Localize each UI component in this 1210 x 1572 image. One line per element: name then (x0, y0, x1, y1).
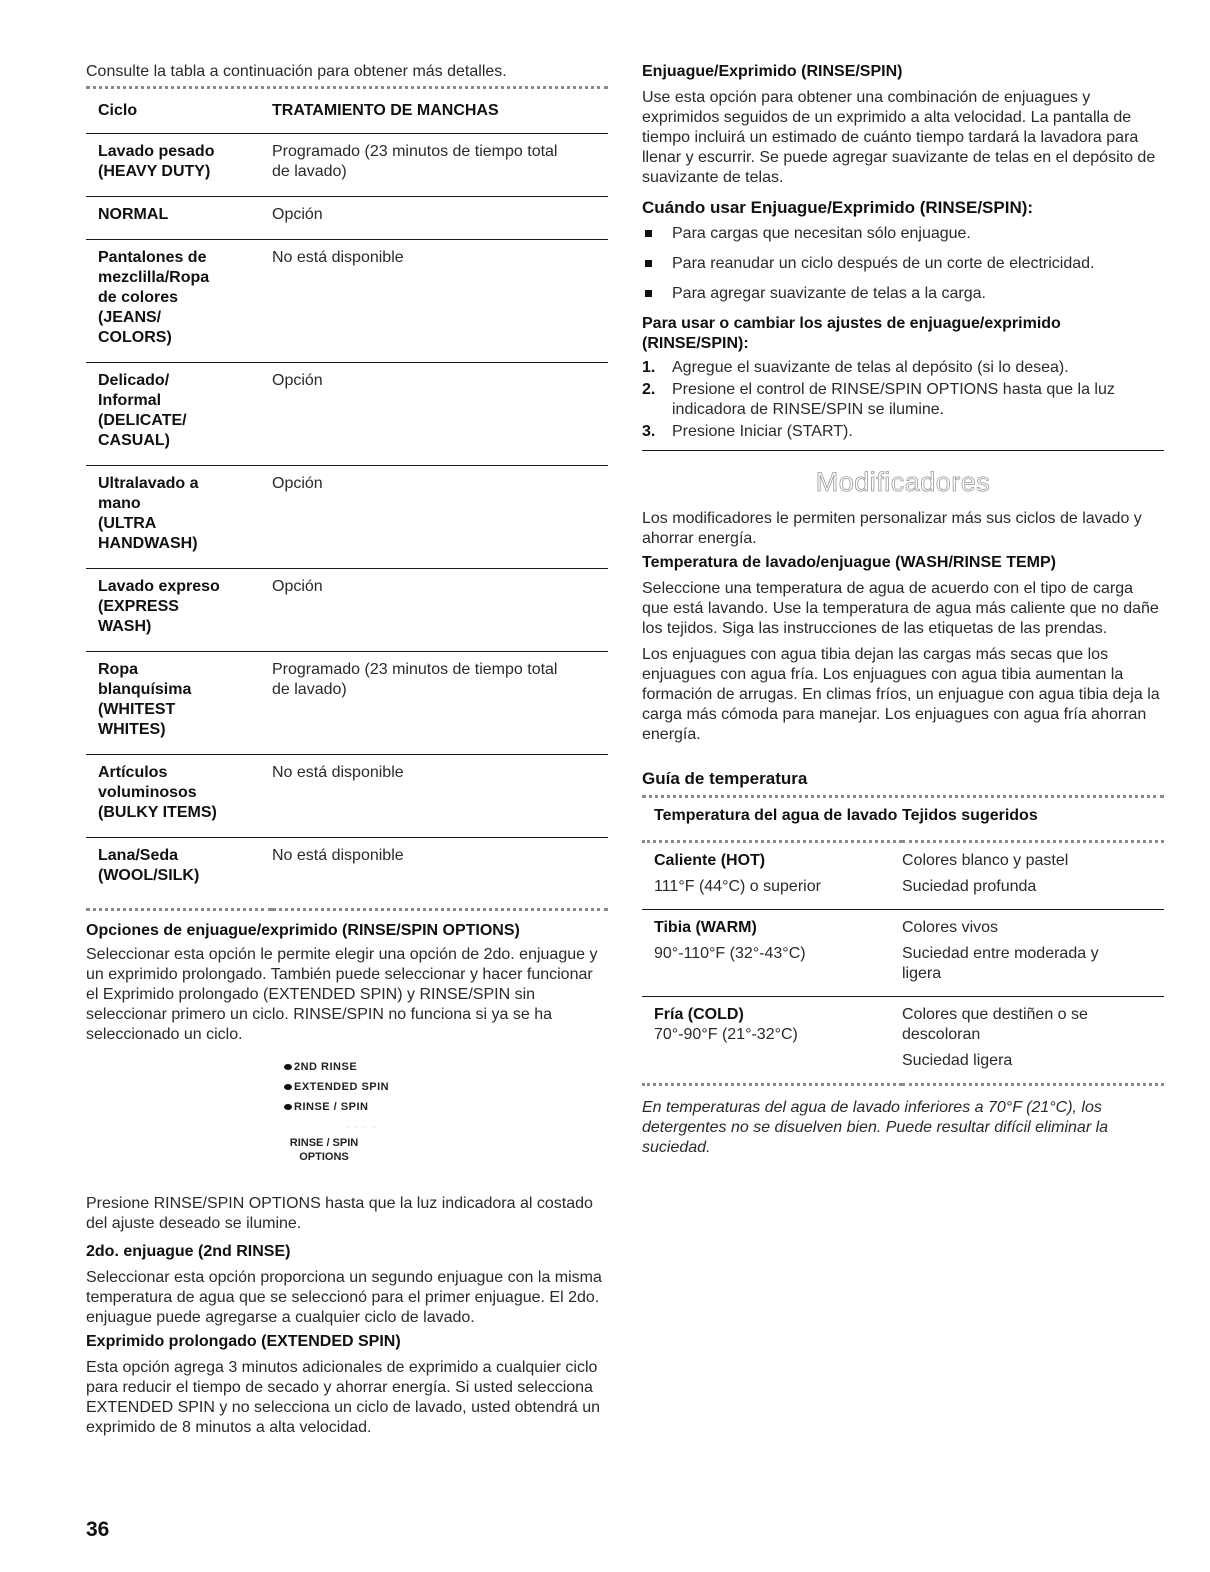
temp-range: 111°F (44°C) o superior (654, 878, 821, 895)
extspin-text: Esta opción agrega 3 minutos adicionales de exprimido a cualquier ciclo para reducir el tiempo de secado y ahorrar energía. Si usted selecciona EXTENDED SPIN y no selecciona un ciclo de lavado, usted obtendrá un exprimido de 8 minutos a alta velocidad. (86, 1359, 601, 1436)
rinsespin-heading: Enjuague/Exprimido (RINSE/SPIN) (642, 63, 903, 80)
rinsespin-text: Use esta opción para obtener una combinación de enjuagues y exprimidos seguidos de un exprimido a alta velocidad. La pantalla de tiempo incluirá un estimado de cuánto tiempo tardará la lavadora para llenar y escurrir. Se puede agregar suavizante de telas en el depósito de suavizante de telas. (642, 89, 1156, 186)
section-divider (642, 450, 1164, 451)
table-row (86, 466, 608, 569)
bullet-square-icon (645, 260, 652, 267)
intro-divider (86, 86, 608, 89)
when-heading: Cuándo usar Enjuague/Exprimido (RINSE/SPIN): (642, 198, 1034, 217)
rinse-spin-options-button: RINSE / SPIN OPTIONS (289, 1137, 359, 1163)
temperature-table (642, 798, 1164, 1086)
control-panel-graphic (284, 1057, 424, 1164)
stain-treatment-value: Opción (272, 363, 608, 466)
stain-treatment-value: Opción (272, 569, 608, 652)
cycle-name: Pantalones de mezclilla/Ropa de colores (JEANS/ COLORS) (86, 240, 272, 363)
table-row (86, 197, 608, 240)
indicator-light-icon (284, 1064, 292, 1070)
table-row (642, 910, 1164, 997)
cycle-name: Ultralavado a mano (ULTRA HANDWASH) (86, 466, 272, 569)
stain-treatment-value: No está disponible (272, 755, 608, 838)
cycle-name: Lavado expreso (EXPRESS WASH) (86, 569, 272, 652)
cycle-name: Artículos voluminosos (BULKY ITEMS) (86, 755, 272, 838)
temperature-table-header (642, 798, 1164, 842)
panel-option-2nd-rinse: 2ND RINSE (284, 1057, 424, 1077)
fabric-line: Colores blanco y pastel (902, 852, 1069, 869)
button-arc-icon: · · · · (346, 1123, 378, 1132)
rinse2-heading: 2do. enjuague (2nd RINSE) (86, 1243, 291, 1260)
table-row (642, 842, 1164, 910)
stain-treatment-value: No está disponible (272, 240, 608, 363)
bullet-square-icon (645, 230, 652, 237)
fabric-line: Suciedad profunda (902, 878, 1037, 895)
stain-treatment-value: No está disponible (272, 838, 608, 910)
fabric-line: Suciedad ligera (902, 1052, 1013, 1069)
cycle-table (86, 95, 608, 134)
modifiers-text: Los modificadores le permiten personalizar más sus ciclos de lavado y ahorrar energía. (642, 510, 1142, 547)
temp-heading: Temperatura de lavado/enjuague (WASH/RINSE TEMP) (642, 554, 1056, 571)
list-item: Para reanudar un ciclo después de un corte de electricidad. (642, 254, 1164, 274)
stain-treatment-value: Opción (272, 197, 608, 240)
table-row (86, 838, 608, 910)
temp-name: Fría (COLD) (654, 1006, 744, 1023)
cycle-name: Lavado pesado (HEAVY DUTY) (86, 134, 272, 197)
temp-range: 70°-90°F (21°-32°C) (654, 1026, 798, 1043)
cycle-name: NORMAL (86, 197, 272, 240)
temperature-note: En temperaturas del agua de lavado inferiores a 70°F (21°C), los detergentes no se disuelven bien. Puede resultar difícil eliminar la suciedad. (642, 1099, 1109, 1156)
right-column (642, 62, 1164, 1158)
steps-list (642, 358, 1164, 442)
cycle-name: Delicado/ Informal (DELICATE/ CASUAL) (86, 363, 272, 466)
page-number: 36 (86, 1518, 110, 1541)
indicator-light-icon (284, 1104, 292, 1110)
temp-text-1: Seleccione una temperatura de agua de acuerdo con el tipo de carga que está lavando. Use la temperatura de agua más caliente que no dañe los tejidos. Siga las instrucciones de las etiquetas de las prendas. (642, 580, 1159, 637)
bullet-square-icon (645, 290, 652, 297)
fabric-line: Colores que destiñen o se descoloran (902, 1006, 1088, 1043)
options-text: Seleccionar esta opción le permite elegir una opción de 2do. enjuague y un exprimido prolongado. También puede seleccionar y hacer funcionar el Exprimido prolongado (EXTENDED SPIN) y RINSE/SPIN sin seleccionar primero un ciclo. RINSE/SPIN no funciona si ya se ha seleccionado un ciclo. (86, 946, 598, 1043)
extspin-heading: Exprimido prolongado (EXTENDED SPIN) (86, 1333, 401, 1350)
change-heading: Para usar o cambiar los ajustes de enjuague/exprimido (RINSE/SPIN): (642, 315, 1061, 352)
cycle-table-header (86, 95, 608, 134)
temp-name: Tibia (WARM) (654, 919, 757, 936)
step-item: 3. Presione Iniciar (START). (642, 423, 853, 440)
step-item: 2. Presione el control de RINSE/SPIN OPTIONS hasta que la luz indicadora de RINSE/SPIN se ilumine. (642, 381, 1115, 418)
stain-treatment-value: Programado (23 minutos de tiempo total de lavado) (272, 652, 608, 755)
stain-treatment-value: Opción (272, 466, 608, 569)
step-item: 1. Agregue el suavizante de telas al depósito (si lo desea). (642, 359, 1069, 376)
list-item: Para agregar suavizante de telas a la carga. (642, 284, 1164, 304)
guide-heading: Guía de temperatura (642, 769, 808, 788)
temp-text-2: Los enjuagues con agua tibia dejan las cargas más secas que los enjuagues con agua fría. Los enjuagues con agua tibia aumentan la formación de arrugas. En climas fríos, un enjuague con agua tibia deja la carga más cómoda para manejar. Los enjuagues con agua fría ahorran energía. (642, 646, 1160, 743)
section-title: Modificadores (815, 467, 991, 497)
panel-option-extended-spin: EXTENDED SPIN (284, 1077, 424, 1097)
temp-range: 90°-110°F (32°-43°C) (654, 945, 806, 962)
fabric-line: Colores vivos (902, 919, 999, 936)
temp-name: Caliente (HOT) (654, 852, 766, 869)
fabric-line: Suciedad entre moderada y ligera (902, 945, 1099, 982)
header-treatment: TRATAMIENTO DE MANCHAS (272, 95, 608, 134)
list-item: Para cargas que necesitan sólo enjuague. (642, 224, 1164, 244)
cycle-table-body (86, 134, 608, 911)
panel-option-rinse-spin: RINSE / SPIN (284, 1097, 424, 1117)
table-row (86, 652, 608, 755)
table-row (642, 997, 1164, 1085)
press-text: Presione RINSE/SPIN OPTIONS hasta que la luz indicadora al costado del ajuste deseado se ilumine. (86, 1195, 593, 1232)
indicator-light-icon (284, 1084, 292, 1090)
intro-text: Consulte la tabla a continuación para obtener más detalles. (86, 63, 507, 80)
table-row (86, 240, 608, 363)
table-row (86, 134, 608, 197)
table-row (86, 569, 608, 652)
table-row (86, 755, 608, 838)
rinse2-text: Seleccionar esta opción proporciona un segundo enjuague con la misma temperatura de agua que se seleccionó para el primer enjuague. El 2do. enjuague puede agregarse a cualquier ciclo de lavado. (86, 1269, 602, 1326)
header-water-temp: Temperatura del agua de lavado (642, 798, 902, 842)
stain-treatment-value: Programado (23 minutos de tiempo total de lavado) (272, 134, 608, 197)
cycle-name: Lana/Seda (WOOL/SILK) (86, 838, 272, 910)
cycle-name: Ropa blanquísima (WHITEST WHITES) (86, 652, 272, 755)
table-row (86, 363, 608, 466)
header-fabrics: Tejidos sugeridos (902, 798, 1164, 842)
when-list (642, 224, 1164, 304)
header-cycle: Ciclo (86, 95, 272, 134)
left-column (86, 62, 608, 1438)
options-heading: Opciones de enjuague/exprimido (RINSE/SPIN OPTIONS) (86, 922, 520, 939)
